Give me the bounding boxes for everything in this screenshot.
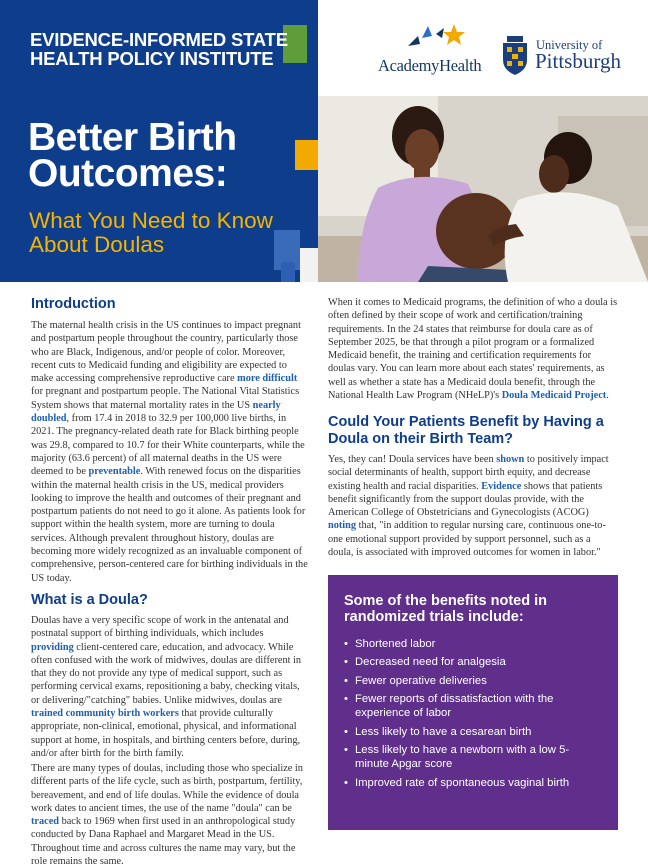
patients-text-4: that, "in addition to regular nursing care, continuous one-to-one emotional support provided by support personnel, such as a doula, is associated with improved outcomes for women in labor."	[328, 520, 606, 559]
benefit-item: • Improved rate of spontaneous vaginal birth	[344, 776, 602, 791]
patients-heading: Could Your Patients Benefit by Having a Doula on their Birth Team?	[328, 414, 604, 447]
academyhealth-logo[interactable]	[378, 22, 488, 82]
intro-heading: Introduction	[31, 296, 116, 312]
link-evidence[interactable]: Evidence	[481, 480, 522, 492]
whatis-paragraph	[31, 614, 308, 759]
header	[0, 0, 648, 282]
pitt-crest-icon	[500, 36, 530, 76]
benefit-item: • Shortened labor	[344, 637, 602, 652]
patients-text-2: to positively impact social determinants of health, support birth equity, and decrease existing health and racial disparities.	[328, 454, 609, 492]
patients-paragraph	[328, 453, 618, 563]
whatis-text-2: client-centered care, education, and advocacy. While often confused with the work of midwives, doulas are different in that they do not provide any type of medical support, such as performing cervical exams, repositioning a baby, checking vitals, or delivering/"catching" babies. Unlike midwives, doulas are	[31, 641, 302, 706]
whatis-text-1: Doulas have a very specific scope of work in the antenatal and postnatal support of birthing individuals, which includes	[31, 615, 289, 640]
whatis-text-3: that provide culturally appropriate, non-clinical, emotional, physical, and informational support at home, in hospitals, and birthing centers before, during, and/or after birth for the birth family.	[31, 708, 301, 759]
doula-types-paragraph	[31, 762, 308, 868]
link-doula-medicaid-project[interactable]: Doula Medicaid Project	[501, 390, 607, 402]
doula-types-text-2: back to 1969 when first used in an anthropological study conducted by Dana Raphael and Margaret Mead in the US. Throughout time and across cultures the name may vary, but the role remains the same.	[31, 816, 296, 868]
medicaid-paragraph	[328, 296, 618, 403]
intro-text-2: for pregnant and postpartum people. The National Vital Statistics System shows that maternal mortality rates in the US	[31, 386, 300, 411]
logo-bar	[318, 0, 648, 96]
medicaid-text-1: When it comes to Medicaid programs, the definition of who a doula is often defined by their scope of work and certification/training requirements. In the 24 states that reimburse for doula care as of September 2025, be that through a pilot program or a formalized Medicaid benefit, the training and certification requirements for doulas vary. You can learn more about each states' requirements, as well as whether a state has a Medicaid doula benefit, through the National Health Law Program (NHeLP)'s	[328, 297, 618, 402]
link-more-difficult[interactable]: more difficult	[237, 373, 298, 385]
link-trained-community-birth-workers[interactable]: trained community birth workers	[31, 708, 179, 720]
link-traced[interactable]: traced	[31, 816, 60, 828]
benefit-item: • Decreased need for analgesia	[344, 655, 602, 670]
page-title: Better Birth Outcomes:	[28, 116, 237, 195]
patients-text-3: shows that patients benefit significantly from the support doulas provide, with the American College of Obstetricians and Gynecologists (ACOG)	[328, 480, 603, 519]
intro-paragraph	[31, 319, 308, 584]
pitt-logo[interactable]	[500, 36, 640, 86]
institute-name: EVIDENCE-INFORMED STATE HEALTH POLICY INSTITUTE	[30, 29, 288, 69]
benefits-list	[344, 637, 602, 790]
benefits-title: Some of the benefits noted in randomized trials include:	[344, 593, 548, 625]
benefit-item: • Less likely to have a newborn with a low 5-minute Apgar score	[344, 743, 602, 772]
academyhealth-wordmark: AcademyHealth	[378, 56, 482, 75]
medicaid-text-2: .	[606, 390, 609, 402]
benefit-item: • Fewer operative deliveries	[344, 674, 602, 689]
benefit-item: • Fewer reports of dissatisfaction with the experience of labor	[344, 692, 602, 721]
patients-text-1: Yes, they can! Doula services have been	[328, 454, 497, 465]
academyhealth-birds-icon	[378, 22, 488, 56]
left-column	[31, 296, 308, 868]
intro-text-3: , from 17.4 in 2018 to 32.9 per 100,000 live births, in 2021. The pregnancy-related death rate for Black birthing people was 29.8, compared to 10.7 for their White counterparts, while the majority (63.6 percent) of all maternal deaths in the US were deemed to be	[31, 413, 305, 478]
link-shown[interactable]: shown	[496, 454, 525, 465]
link-noting[interactable]: noting	[328, 520, 357, 532]
benefits-box	[328, 575, 618, 830]
pitt-wordmark-small: University of	[536, 38, 603, 52]
benefit-item: • Less likely to have a cesarean birth	[344, 725, 602, 740]
link-preventable[interactable]: preventable	[88, 466, 141, 478]
right-column	[328, 296, 618, 563]
intro-text-4: . With renewed focus on the disparities within the maternal health crisis in the US, medical providers looking to improve the health and outcomes of their pregnant and postpartum patients do not need to go it alone. As patients look for support within the health system, more are turning to doula services. Although prevalent throughout history, doulas are becoming more widely recognized as an invaluable component of comprehensive, person-centered care for birthing individuals in the US today.	[31, 466, 308, 584]
page-subtitle: What You Need to Know About Doulas	[29, 208, 273, 257]
intro-text-1: The maternal health crisis in the US continues to impact pregnant and postpartum people throughout the country, particularly those who are Black, Indigenous, and/or people of color. Moreover, recent cuts to Medicaid funding and eligibility are expected to make accessing comprehensive reproductive care	[31, 320, 301, 385]
doula-types-text-1: There are many types of doulas, including those who specialize in different parts of the life cycle, such as birth, postpartum, fertility, bereavement, and end of life doulas. While the evidence of doula work dates to ancient times, the use of the name "doula" can be	[31, 763, 303, 814]
doula-photo-illustration	[318, 96, 648, 282]
doula-photo	[318, 96, 648, 282]
whatis-heading: What is a Doula?	[31, 592, 148, 608]
link-providing[interactable]: providing	[31, 641, 74, 653]
link-nearly-doubled[interactable]: nearly doubled	[31, 399, 281, 425]
blue-accent-block-small	[281, 262, 295, 282]
pitt-wordmark: Pittsburgh	[535, 49, 621, 73]
